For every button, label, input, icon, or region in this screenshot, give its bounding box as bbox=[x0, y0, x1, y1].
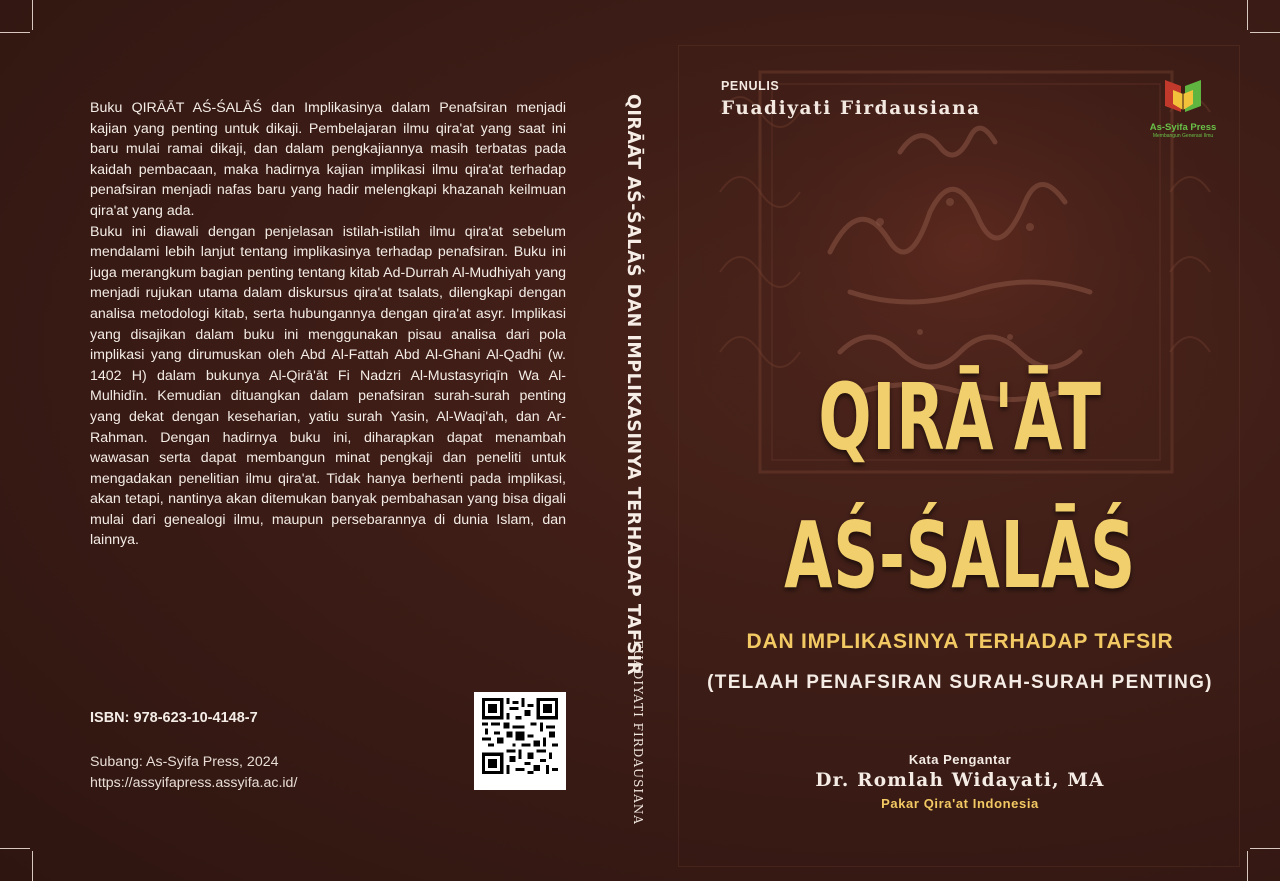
publisher-logo-tagline: Membangun Generasi Ilmu bbox=[1152, 133, 1214, 139]
blurb-paragraph-2: Buku ini diawali dengan penjelasan istilah-istilah ilmu qira'at sebelum mendalami lebih lanjut tentang implikasinya terhadap penafsiran. Buku ini juga merangkum bagian penting tentang kitab Ad-Durrah Al-Mudhiyah yang menjadi rujukan utama dalam diskursus qira'at tsalats, dilengkapi dengan analisa metodologi kitab, serta hubungannya dengan qira'at asyr. Implikasi yang disajikan dalam buku ini menggunakan pisau analisa dari pola implikasi yang dirumuskan oleh Abd Al-Fattah Abd Al-Ghani Al-Qadhi (w. 1402 H) dalam bukunya Al-Qirā'āt Fi Nadzri Al-Mustasyriqīn Wa Al-Mulhidīn. Kemudian dituangkan dalam penafsiran surah-surah penting yang dekat dengan keseharian, yatiu surah Yasin, Al-Waqi'ah, dan Ar-Rahman. Dengan hadirnya buku ini, diharapkan dapat menambah wawasan serta dapat membangun minat pengkaji dan peneliti untuk mengadakan penelitian ilmu qira'at. Tidak hanya berhenti pada implikasi, akan tetapi, nantinya akan ditemukan banyak pembahasan yang bisa digali mulai dari genealogi ilmu, maupun persebarannya di dunia Islam, dan lainnya. bbox=[90, 223, 566, 549]
publisher-line: Subang: As-Syifa Press, 2024 bbox=[90, 754, 279, 770]
front-author-name: Fuadiyati Firdausiana bbox=[721, 98, 981, 119]
publisher-logo-name: As-Syifa Press bbox=[1149, 122, 1217, 133]
crop-mark bbox=[32, 0, 33, 30]
crop-mark bbox=[0, 32, 30, 33]
back-cover-blurb bbox=[90, 98, 566, 551]
kata-pengantar-label: Kata Pengantar bbox=[908, 752, 1012, 767]
book-shield-logo-icon bbox=[1161, 76, 1205, 116]
qr-code bbox=[474, 692, 566, 790]
qr-code-icon bbox=[482, 698, 558, 774]
blurb-paragraph-1: Buku QIRĀĀT AŚ-ŚALĀŚ dan Implikasinya dalam Penafsiran menjadi kajian yang penting untuk dikaji. Pembelajaran ilmu qira'at yang saat ini baru mulai ramai dikaji, dan dalam pengkajiannya masih terbatas pada kaidah pembacaan, maka hadirnya kajian implikasi ilmu qira'at terhadap penafsiran menjadi nafas baru yang hadir melengkapi khazanah keilmuan qira'at yang ada. bbox=[90, 100, 566, 219]
publisher-logo bbox=[1148, 76, 1218, 148]
publisher-info bbox=[90, 752, 297, 794]
kata-pengantar-role: Pakar Qira'at Indonesia bbox=[881, 796, 1039, 811]
spine-author: FUADIYATI FIRDAUSIANA bbox=[631, 640, 645, 825]
crop-mark bbox=[1250, 32, 1280, 33]
crop-mark bbox=[1247, 0, 1248, 30]
subtitle: DAN IMPLIKASINYA TERHADAP TAFSIR bbox=[746, 630, 1174, 653]
main-title-line-2: AŚ-ŚALĀŚ bbox=[784, 502, 1136, 609]
kata-pengantar-name: Dr. Romlah Widayati, MA bbox=[815, 770, 1105, 791]
crop-mark bbox=[0, 848, 30, 849]
main-title-line-1: QIRĀ'ĀT bbox=[818, 364, 1102, 471]
crop-mark bbox=[32, 851, 33, 881]
crop-mark bbox=[1250, 848, 1280, 849]
publisher-website: https://assyifapress.assyifa.ac.id/ bbox=[90, 775, 298, 791]
spine-title: QIRĀĀT AŚ-ŚALĀŚ DAN IMPLIKASINYA TERHADAP TAFSIR bbox=[623, 94, 643, 676]
isbn-text: ISBN: 978-623-10-4148-7 bbox=[90, 710, 258, 726]
crop-mark bbox=[1247, 851, 1248, 881]
penulis-label: PENULIS bbox=[721, 79, 780, 93]
telaah-subtitle: (TELAAH PENAFSIRAN SURAH-SURAH PENTING) bbox=[707, 672, 1213, 693]
